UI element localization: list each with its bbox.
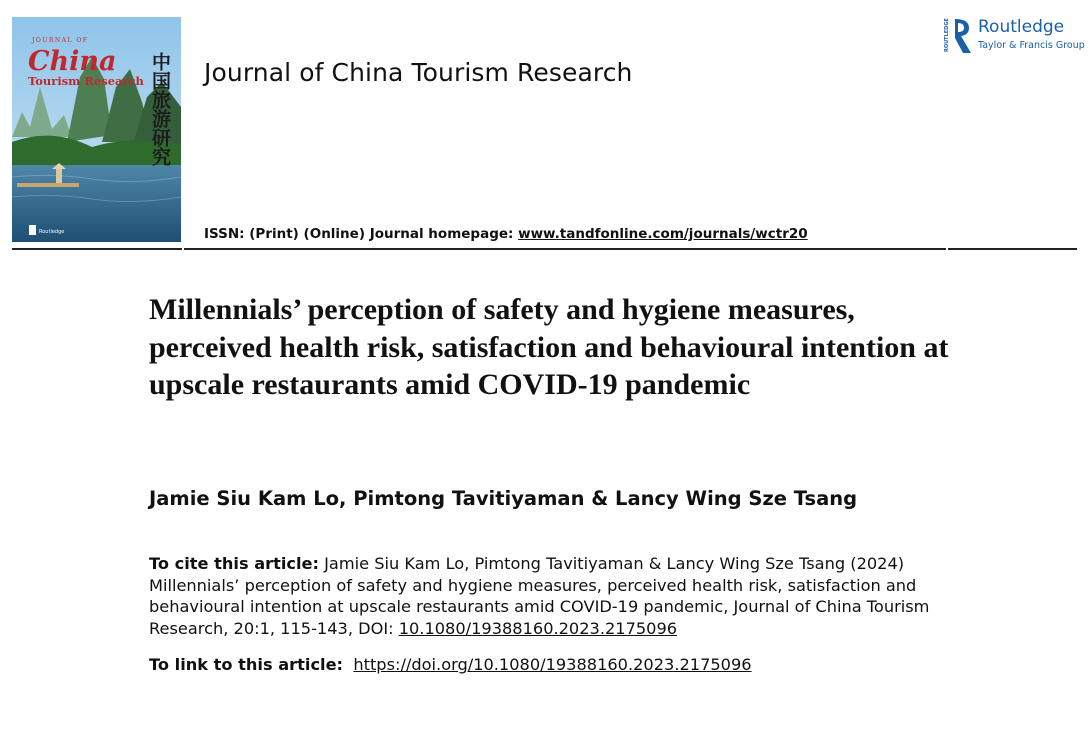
cite-text: Jamie Siu Kam Lo, Pimtong Tavitiyaman & Lancy Wing Sze Tsang (2024) Millennials’ perception of safety and hygiene measures, perceived health risk, satisfaction and behavioural intention at upscale restaurants amid COVID-19 pandemic, Journal of China Tourism Research, 20:1, 115-143, DOI: (149, 554, 930, 638)
article-link-line (149, 655, 752, 674)
svg-text:Routledge: Routledge (39, 229, 65, 235)
cover-masthead-big: China (28, 46, 117, 77)
journal-cover-image (12, 17, 181, 242)
publisher-logo[interactable] (945, 16, 1085, 56)
article-url-link[interactable]: https://doi.org/10.1080/19388160.2023.2175096 (353, 655, 752, 674)
publisher-group: Taylor & Francis Group (978, 40, 1085, 51)
citation-block (149, 553, 939, 639)
divider-gap (946, 248, 948, 250)
cover-masthead-small: JOURNAL OF (32, 37, 89, 44)
divider-gap (182, 248, 184, 250)
issn-text: ISSN: (Print) (Online) Journal homepage: (204, 226, 519, 242)
journal-homepage-link[interactable]: www.tandfonline.com/journals/wctr20 (518, 226, 808, 242)
header-divider (12, 248, 1077, 250)
journal-title: Journal of China Tourism Research (204, 58, 633, 87)
article-authors: Jamie Siu Kam Lo, Pimtong Tavitiyaman & Lancy Wing Sze Tsang (149, 487, 858, 510)
routledge-logo-icon (945, 16, 973, 54)
publisher-name: Routledge (978, 17, 1065, 37)
link-label: To link to this article: (149, 655, 344, 674)
article-title: Millennials’ perception of safety and hygiene measures, perceived health risk, satisfaction and behavioural intention at upscale restaurants amid COVID-19 pandemic (149, 293, 949, 401)
cite-label: To cite this article: (149, 554, 320, 573)
issn-homepage-line (204, 226, 808, 242)
cover-chinese-title: 中国旅游研究 (149, 52, 171, 166)
svg-text:ROUTLEDGE: ROUTLEDGE (944, 18, 950, 52)
cover-masthead-sub: Tourism Research (28, 74, 144, 88)
cover-artwork (12, 17, 181, 242)
doi-link[interactable]: 10.1080/19388160.2023.2175096 (398, 618, 678, 638)
